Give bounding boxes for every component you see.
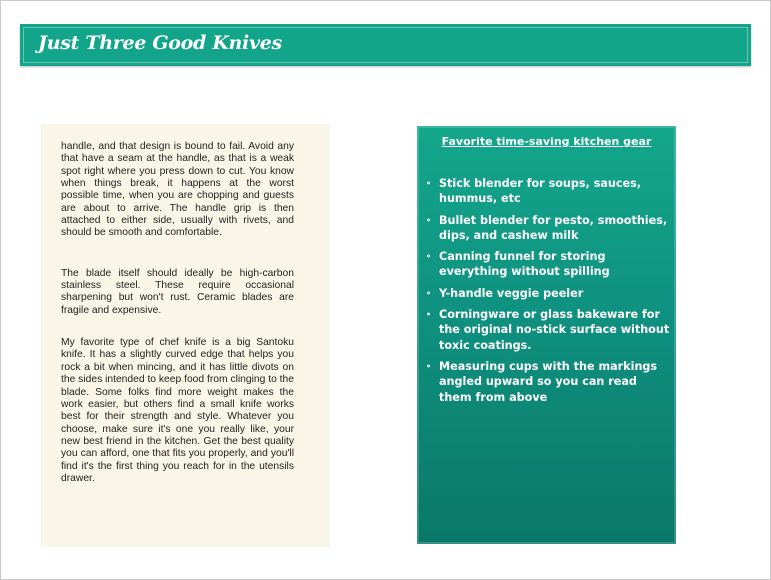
paragraph-handle: handle, and that design is bound to fail. Avoid any that have a seam at the handle, as that is a weak spot right where you press down to cut. You know when things break, it happens at the worst possible time, when you are chopping and guests are about to arrive. The handle grip is then attached to either side, usually with rivets, and should be smooth and comfortable. xyxy=(61,141,294,239)
list-item-text: Stick blender for soups, sauces, hummus, etc xyxy=(439,177,641,206)
bullet-icon: • xyxy=(426,288,432,298)
list-item-text: Y-handle veggie peeler xyxy=(439,286,584,300)
title-banner xyxy=(20,24,751,66)
list-item-text: Measuring cups with the markings angled upward so you can read them from above xyxy=(439,359,658,404)
list-item-text: Canning funnel for storing everything without spilling xyxy=(439,250,610,279)
list-item xyxy=(426,176,670,207)
kitchen-gear-panel xyxy=(417,126,676,544)
paragraph-blade: The blade itself should ideally be high-carbon stainless steel. These require occasional sharpening but won't rust. Ceramic blades are fragile and expensive. xyxy=(61,267,294,316)
list-item xyxy=(426,286,670,301)
bullet-icon: • xyxy=(426,252,432,262)
bullet-icon: • xyxy=(426,215,432,225)
list-item-text: Bullet blender for pesto, smoothies, dips, and cashew milk xyxy=(439,213,668,242)
bullet-icon: • xyxy=(426,310,432,320)
list-item xyxy=(426,249,670,280)
kitchen-gear-list xyxy=(426,176,670,411)
kitchen-gear-title: Favorite time-saving kitchen gear xyxy=(441,135,652,148)
body-text-panel xyxy=(41,124,330,547)
bullet-icon: • xyxy=(426,179,432,188)
bullet-icon: • xyxy=(426,361,432,371)
list-item xyxy=(426,307,670,353)
list-item xyxy=(426,359,670,405)
paragraph-santoku: My favorite type of chef knife is a big Santoku knife. It has a slightly curved edge that helps you rock a bit when mincing, and it has little divots on the sides intended to keep food from clinging to the blade. Some folks find more weight makes the work easier, but others find a small knife works best for their strength and style. Whatever you choose, make sure it's one you really like, your new best friend in the kitchen. Get the best quality you can afford, one that fits you properly, and you'll find it's the first thing you reach for in the utensils drawer. xyxy=(61,337,294,484)
list-item xyxy=(426,213,670,244)
list-item-text: Corningware or glass bakeware for the original no-stick surface without toxic coatings. xyxy=(439,308,670,352)
body-text xyxy=(61,141,294,505)
page-title: Just Three Good Knives xyxy=(38,32,282,54)
